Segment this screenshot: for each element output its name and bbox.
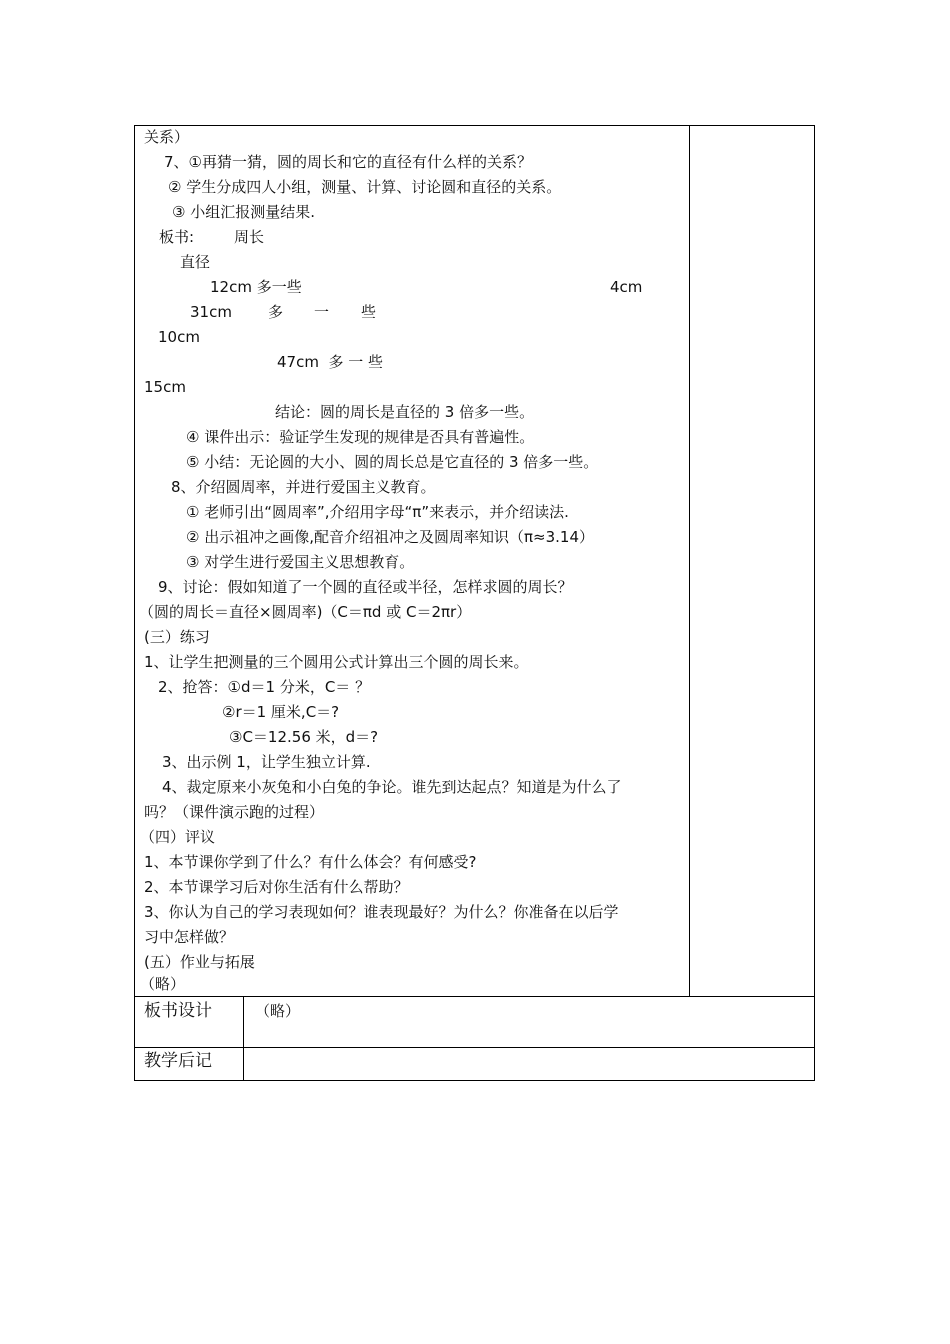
text-line: 1、本节课你学到了什么？有什么体会？有何感受? bbox=[144, 853, 477, 871]
text-line: 板书: bbox=[159, 228, 195, 246]
text-line: ⑤ 小结：无论圆的大小、圆的周长总是它直径的 3 倍多一些。 bbox=[186, 453, 599, 471]
text-line: 4、裁定原来小灰兔和小白兔的争论。谁先到达起点？知道是为什么了 bbox=[162, 778, 622, 796]
text-line: 15cm bbox=[144, 378, 186, 396]
text-line: （略） bbox=[140, 975, 186, 993]
text-line: 4cm bbox=[610, 278, 643, 296]
table-divider-right bbox=[689, 125, 690, 996]
text-line: ③ 对学生进行爱国主义思想教育。 bbox=[186, 553, 415, 571]
text-line: 2、本节课学习后对你生活有什么帮助？ bbox=[144, 878, 409, 896]
text-line: 多 bbox=[268, 303, 284, 321]
text-line: (五）作业与拓展 bbox=[144, 953, 255, 971]
text-line: （四）评议 bbox=[140, 828, 216, 846]
teaching-notes-label: 教学后记 bbox=[144, 1051, 212, 1071]
text-line: ② 出示祖冲之画像,配音介绍祖冲之及圆周率知识（π≈3.14） bbox=[186, 528, 594, 546]
text-line: （圆的周长＝直径×圆周率)（C＝πd 或 C＝2πr） bbox=[139, 603, 472, 621]
text-line: 周长 bbox=[234, 228, 265, 246]
text-line: 10cm bbox=[158, 328, 200, 346]
text-line: 结论：圆的周长是直径的 3 倍多一些。 bbox=[275, 403, 535, 421]
text-line: 1、让学生把测量的三个圆用公式计算出三个圆的周长来。 bbox=[144, 653, 529, 671]
text-line: 吗？（课件演示跑的过程） bbox=[144, 803, 325, 821]
text-line: 直径 bbox=[180, 253, 211, 271]
text-line: ③ 小组汇报测量结果. bbox=[172, 203, 315, 221]
table-divider-row1 bbox=[134, 996, 815, 997]
text-line: ① 老师引出“圆周率”,介绍用字母“π”来表示，并介绍读法. bbox=[186, 503, 569, 521]
text-line: ④ 课件出示：验证学生发现的规律是否具有普遍性。 bbox=[186, 428, 535, 446]
text-line: 31cm bbox=[190, 303, 232, 321]
text-line: (三）练习 bbox=[144, 628, 210, 646]
text-line: 关系） bbox=[144, 128, 190, 146]
table-divider-row2 bbox=[134, 1047, 815, 1048]
text-line: 2、抢答：①d＝1 分米，C＝ ？ bbox=[158, 678, 371, 696]
table-divider-label bbox=[243, 996, 244, 1081]
text-line: 8、介绍圆周率，并进行爱国主义教育。 bbox=[171, 478, 436, 496]
text-line: 些 bbox=[361, 303, 377, 321]
text-line: 9、讨论：假如知道了一个圆的直径或半径，怎样求圆的周长？ bbox=[158, 578, 573, 596]
text-line: ③C＝12.56 米，d＝? bbox=[229, 728, 379, 746]
text-line: 47cm 多 一 些 bbox=[277, 353, 384, 371]
text-line: 一 bbox=[314, 303, 330, 321]
text-line: 7、①再猜一猜，圆的周长和它的直径有什么样的关系？ bbox=[164, 153, 532, 171]
board-design-label: 板书设计 bbox=[144, 1001, 212, 1021]
text-line: 12cm 多一些 bbox=[210, 278, 302, 296]
text-line: 3、出示例 1，让学生独立计算. bbox=[162, 753, 371, 771]
text-line: 3、你认为自己的学习表现如何？谁表现最好？为什么？你准备在以后学 bbox=[144, 903, 619, 921]
board-design-value: （略） bbox=[255, 1002, 301, 1020]
text-line: 习中怎样做？ bbox=[144, 928, 235, 946]
text-line: ② 学生分成四人小组，测量、计算、讨论圆和直径的关系。 bbox=[168, 178, 562, 196]
text-line: ②r＝1 厘米,C＝? bbox=[222, 703, 340, 721]
